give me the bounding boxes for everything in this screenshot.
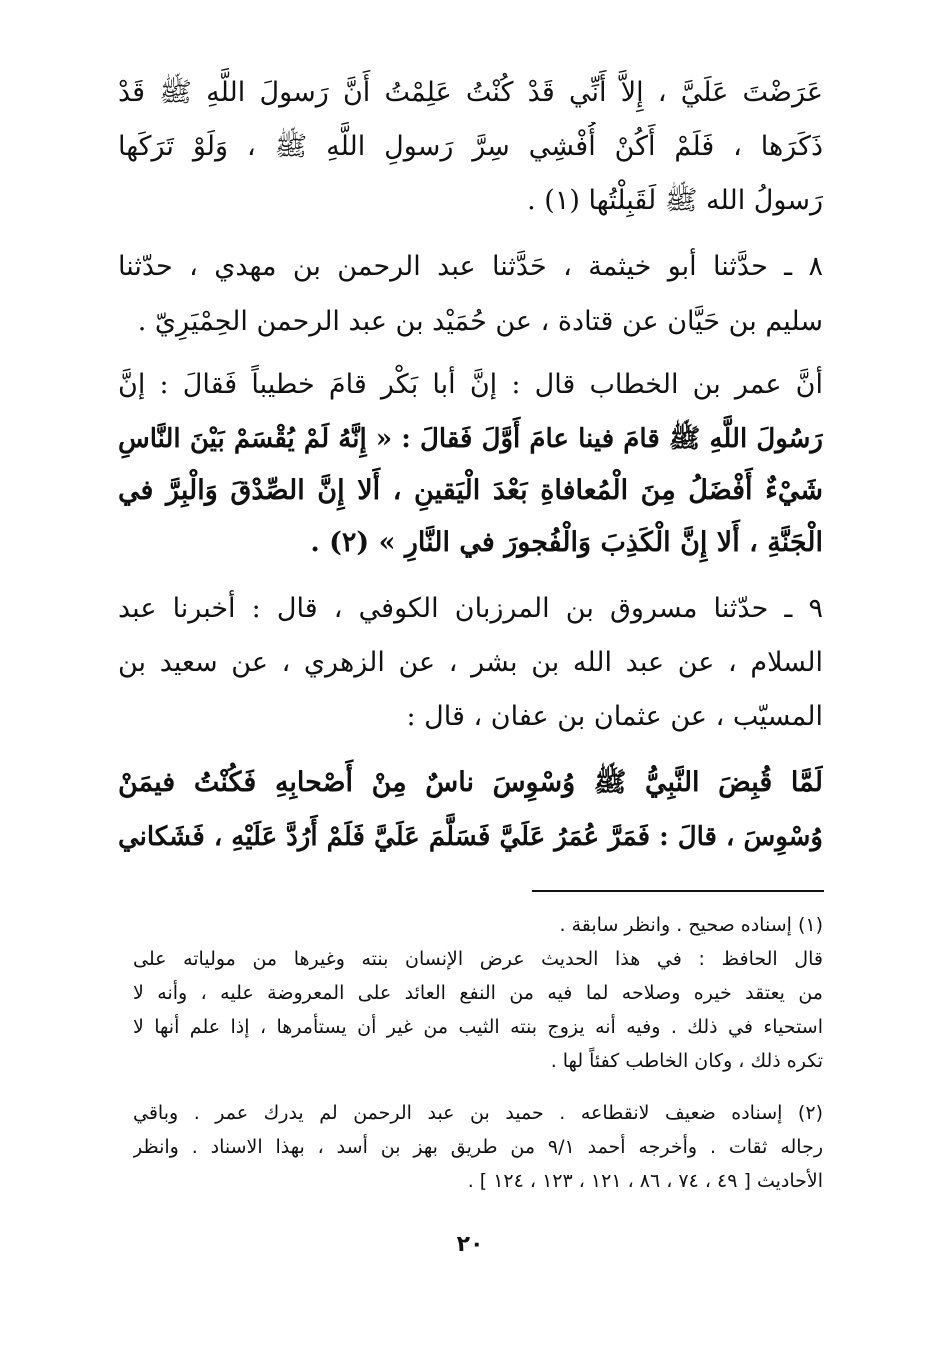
footnote-line: (١) إسناده صحيح . وانظر سابقة . (559, 914, 823, 936)
footnote-line: تكره ذلك ، وكان الخاطب كفئاً لها . (550, 1050, 823, 1072)
text-line: لَمَّا قُبِضَ النَّبِيُّ ﷺ وُسْوِسَ ناسٌ مِنْ أَصْحابِهِ فَكُنْتُ فيمَنْ (118, 767, 823, 798)
text-line: الْجَنَّةِ ، أَلا إِنَّ الْكَذِبَ وَالْفُجورَ في النَّارِ » (٢) . (310, 527, 823, 558)
text-line: عَرَضْتَ عَلَيَّ ، إِلاَّ أَنِّي قَدْ كُنْتُ عَلِمْتُ أَنَّ رَسولَ اللَّهِ ﷺ قَدْ (118, 77, 823, 108)
text-line: ذَكَرَها ، فَلَمْ أَكُنْ أُفْشِي سِرَّ رَسولِ اللَّهِ ﷺ ، وَلَوْ تَرَكَها (118, 131, 823, 162)
text-line: المسيّب ، عن عثمان بن عفان ، قال : (406, 701, 823, 732)
text-line: رَسُولَ اللَّهِ ﷺ قامَ فينا عامَ أَوَّلَ فَقالَ : « إِنَّهُ لَمْ يُقْسَمْ بَيْنَ النَّاسِ (118, 424, 823, 454)
text-line: أنَّ عمر بن الخطاب قال : إنَّ أبا بَكْر قامَ خطيباً فَقالَ : إنَّ (118, 369, 823, 400)
footnote-line: رجاله ثقات . وأخرجه أحمد ٩/١ من طريق بهز بن أسد ، بهذا الاسناد . وانظر (133, 1136, 823, 1158)
text-line: رَسولُ الله ﷺ لَقَبِلْتُها (١) . (527, 185, 823, 216)
footnote-line: من يعتقد خيره وصلاحه لما فيه من النفع العائد على المعروضة عليه ، وأنه لا (133, 982, 823, 1004)
text-line: سليم بن حَيَّان عن قتادة ، عن حُمَيْد بن عبد الرحمن الحِمْيَرِيّ . (137, 306, 823, 337)
footnote-line: قال الحافظ : في هذا الحديث عرض الإنسان بنته وغيرها من مولياته على (133, 948, 823, 970)
text-line: ٨ ـ حدَّثنا أبو خيثمة ، حَدَّثنا عبد الرحمن بن مهدي ، حدّثنا (118, 251, 823, 282)
footnote-divider (532, 890, 824, 892)
text-line: وُسْوِسَ ، قالَ : فَمَرَّ عُمَرُ عَلَيَّ فَسَلَّمَ عَلَيَّ فَلَمْ أَرُدَّ عَلَيْهِ ، فَشَكاني (118, 822, 823, 852)
text-line: شَيْءٌ أَفْضَلُ مِنَ الْمُعافاةِ بَعْدَ الْيَقينِ ، أَلا إِنَّ الصِّدْقَ وَالْبِرَّ في (118, 475, 823, 506)
page-number: ٢٠ (456, 1232, 484, 1257)
text-line: السلام ، عن عبد الله بن بشر ، عن الزهري ، عن سعيد بن (118, 647, 823, 678)
footnote-line: الأحاديث [ ٤٩ ، ٧٤ ، ٨٦ ، ١٢١ ، ١٢٣ ، ١٢٤ ] . (467, 1170, 823, 1192)
footnote-line: استحياء في ذلك . وفيه أنه يزوج بنته الثيب من غير أن يستأمرها ، إذا علم أنها لا (133, 1016, 823, 1038)
footnote-line: (٢) إسناده ضعيف لانقطاعه . حميد بن عبد الرحمن لم يدرك عمر . وباقي (133, 1102, 823, 1124)
text-line: ٩ ـ حدّثنا مسروق بن المرزبان الكوفي ، قال : أخبرنا عبد (118, 593, 823, 624)
